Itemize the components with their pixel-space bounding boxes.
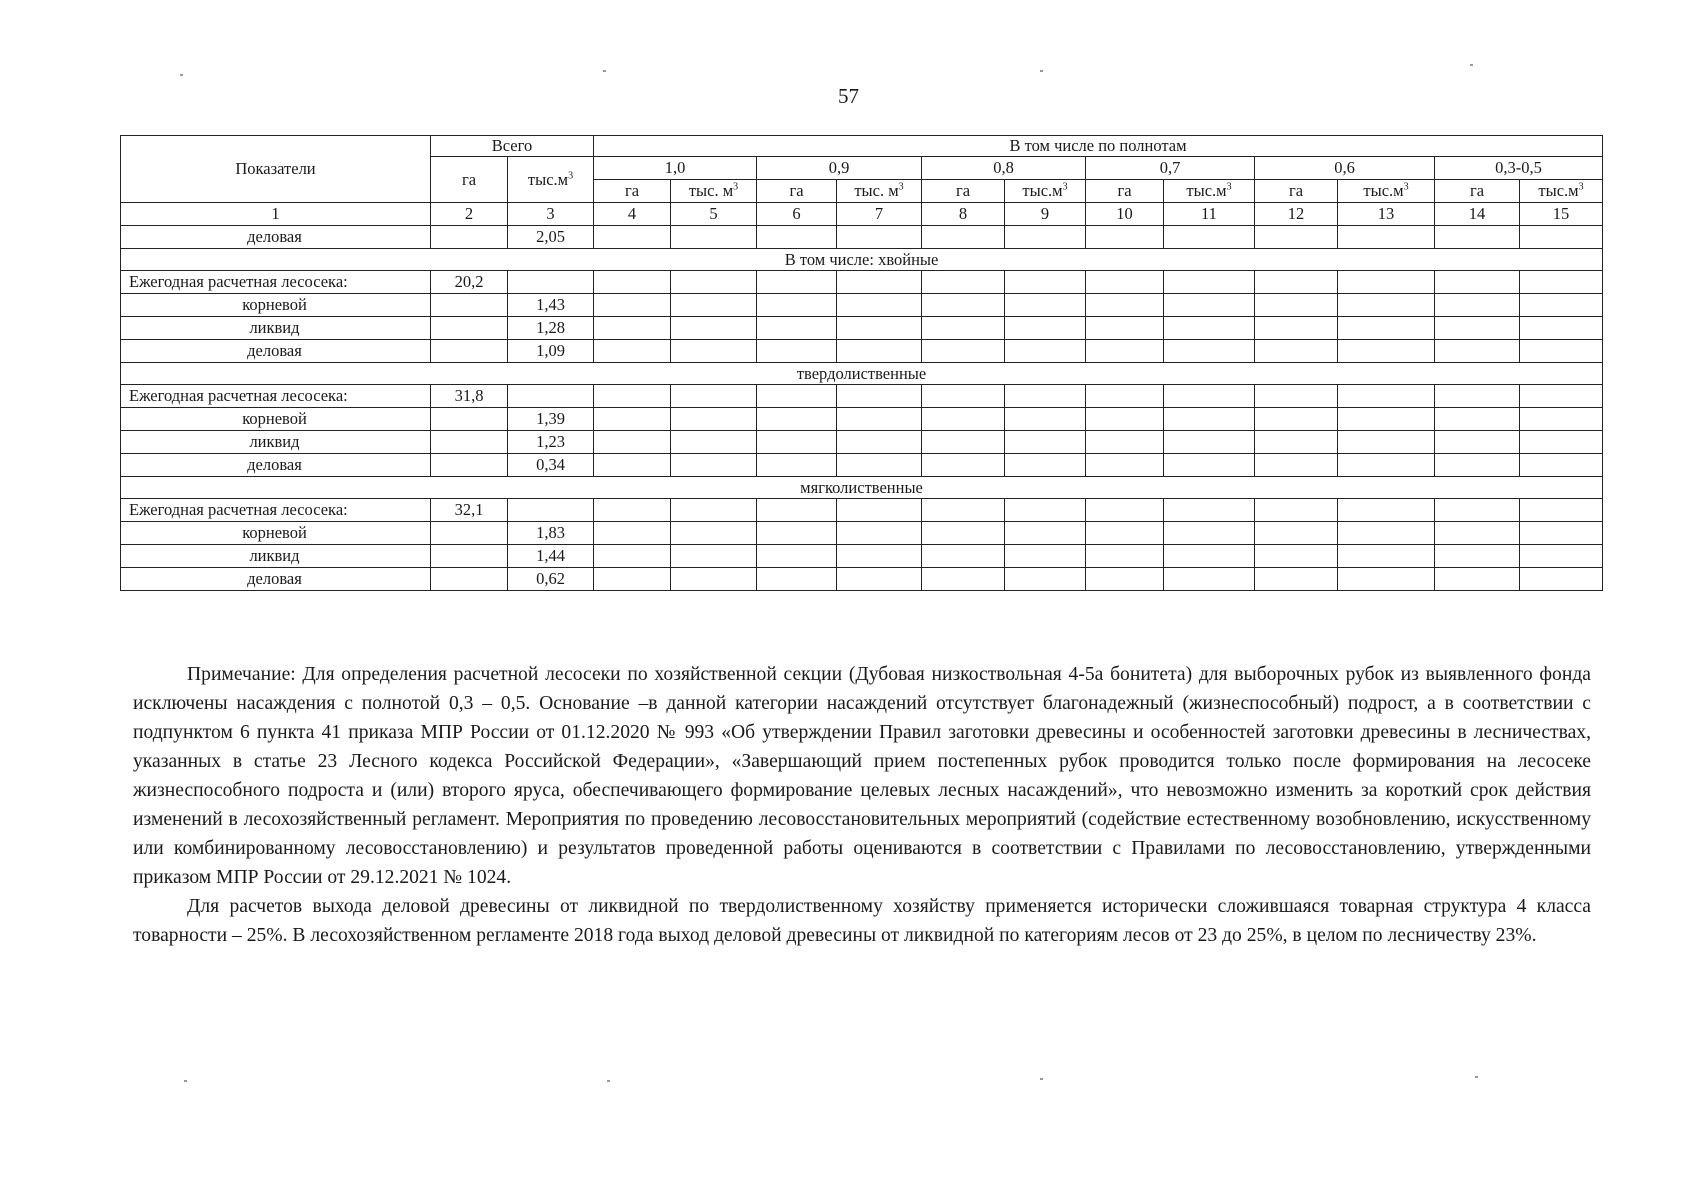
scan-speck xyxy=(1040,70,1043,72)
table-row xyxy=(121,499,1603,522)
cell-empty xyxy=(1005,294,1086,317)
cell-empty xyxy=(1086,499,1164,522)
cell-empty xyxy=(837,499,922,522)
row-label: Ежегодная расчетная лесосека: xyxy=(121,385,431,408)
cell-empty xyxy=(757,454,837,477)
cell-empty xyxy=(757,545,837,568)
cell-empty xyxy=(1338,317,1435,340)
cell-empty xyxy=(1005,454,1086,477)
cell-ha: 31,8 xyxy=(431,385,508,408)
column-number: 5 xyxy=(671,203,757,226)
section-header-row xyxy=(121,363,1603,385)
cell-empty xyxy=(594,545,671,568)
note-text xyxy=(133,660,1591,950)
cell-empty xyxy=(1164,568,1255,591)
cell-vol xyxy=(508,271,594,294)
cell-empty xyxy=(1520,340,1603,363)
cell-empty xyxy=(1164,294,1255,317)
cell-empty xyxy=(1164,545,1255,568)
row-label: ликвид xyxy=(121,317,431,340)
cell-empty xyxy=(594,385,671,408)
cell-empty xyxy=(757,522,837,545)
cell-empty xyxy=(922,271,1005,294)
cell-empty xyxy=(1086,385,1164,408)
cell-empty xyxy=(594,454,671,477)
column-number: 7 xyxy=(837,203,922,226)
section-title: В том числе: хвойные xyxy=(121,249,1603,271)
header-total-vol: $тыс.м^3$ xyxy=(508,157,594,203)
cell-empty xyxy=(1338,545,1435,568)
cell-vol xyxy=(508,499,594,522)
cell-empty xyxy=(922,568,1005,591)
column-number: 14 xyxy=(1435,203,1520,226)
cell-empty xyxy=(1338,499,1435,522)
cell-empty xyxy=(922,545,1005,568)
cell-empty xyxy=(1255,499,1338,522)
cell-empty xyxy=(837,545,922,568)
column-number: 10 xyxy=(1086,203,1164,226)
cell-ha xyxy=(431,317,508,340)
cell-empty xyxy=(922,385,1005,408)
column-number: 4 xyxy=(594,203,671,226)
cell-empty xyxy=(837,522,922,545)
cell-empty xyxy=(757,271,837,294)
cell-empty xyxy=(1086,340,1164,363)
cell-vol: 1,43 xyxy=(508,294,594,317)
cell-empty xyxy=(1086,408,1164,431)
header-density-2: 0,9 xyxy=(757,157,922,180)
cell-empty xyxy=(1164,340,1255,363)
header-density-6: 0,3-0,5 xyxy=(1435,157,1603,180)
cell-empty xyxy=(1255,454,1338,477)
table-body xyxy=(121,226,1603,591)
cell-ha xyxy=(431,545,508,568)
cell-empty xyxy=(1005,340,1086,363)
cell-empty xyxy=(1435,294,1520,317)
table-row xyxy=(121,454,1603,477)
cell-ha xyxy=(431,226,508,249)
cell-empty xyxy=(1005,499,1086,522)
cell-empty xyxy=(594,408,671,431)
unit-ha: га xyxy=(757,180,837,203)
section-header-row xyxy=(121,477,1603,499)
row-label: ликвид xyxy=(121,545,431,568)
cell-empty xyxy=(1255,340,1338,363)
cell-empty xyxy=(671,454,757,477)
cell-empty xyxy=(837,408,922,431)
column-number: 2 xyxy=(431,203,508,226)
header-density-1: 1,0 xyxy=(594,157,757,180)
cell-empty xyxy=(1520,545,1603,568)
page-number: 57 xyxy=(838,84,859,108)
column-number: 11 xyxy=(1164,203,1255,226)
cell-empty xyxy=(1255,568,1338,591)
table-row xyxy=(121,340,1603,363)
cell-empty xyxy=(1435,408,1520,431)
cell-ha xyxy=(431,454,508,477)
unit-vol: $тыс.м^3$ xyxy=(1005,180,1086,203)
column-number: 13 xyxy=(1338,203,1435,226)
scan-speck xyxy=(184,1080,187,1082)
cell-empty xyxy=(1338,385,1435,408)
cell-empty xyxy=(1520,385,1603,408)
column-number: 3 xyxy=(508,203,594,226)
cell-empty xyxy=(1086,545,1164,568)
row-label: деловая xyxy=(121,226,431,249)
cell-empty xyxy=(594,340,671,363)
cell-empty xyxy=(671,499,757,522)
row-label: Ежегодная расчетная лесосека: xyxy=(121,271,431,294)
cell-empty xyxy=(671,271,757,294)
cell-empty xyxy=(922,499,1005,522)
cell-ha xyxy=(431,294,508,317)
cell-empty xyxy=(1164,431,1255,454)
cell-empty xyxy=(1338,340,1435,363)
cell-empty xyxy=(1005,408,1086,431)
table-row xyxy=(121,226,1603,249)
cell-empty xyxy=(757,317,837,340)
scan-speck xyxy=(180,74,183,76)
cell-empty xyxy=(1086,294,1164,317)
header-density-3: 0,8 xyxy=(922,157,1086,180)
note-paragraph-1: Примечание: Для определения расчетной лесосеки по хозяйственной секции (Дубовая низкоствольная 4-5а бонитета) для выборочных рубок из выявленного фонда исключены насаждения с полнотой 0,3 – 0,5. Основание –в данной категории насаждений отсутствует благонадежный (жизнеспособный) подрост, а в соответствии с подпунктом 6 пункта 41 приказа МПР России от 01.12.2020 № 993 «Об утверждении Правил заготовки древесины и особенностей заготовки древесины в лесничествах, указанных в статье 23 Лесного кодекса Российской Федерации», «Завершающий прием постепенных рубок проводится только после формирования на лесосеке жизнеспособного подроста и (или) второго яруса, обеспечивающего формирование целевых лесных насаждений», что невозможно изменить за короткий срок действия изменений в лесохозяйственный регламент. Мероприятия по проведению лесовосстановительных мероприятий (содействие естественному возобновлению, искусственному или комбинированному лесовосстановлению) и результатов проведенной работы оцениваются в соответствии с Правилами по лесовосстановлению, утвержденными приказом МПР России от 29.12.2021 № 1024. xyxy=(133,664,1591,888)
cell-empty xyxy=(757,499,837,522)
section-title: твердолиственные xyxy=(121,363,1603,385)
cell-empty xyxy=(1435,522,1520,545)
table-row xyxy=(121,294,1603,317)
cell-vol: 1,28 xyxy=(508,317,594,340)
scan-speck xyxy=(603,70,606,72)
cell-empty xyxy=(922,454,1005,477)
cell-empty xyxy=(837,317,922,340)
cell-empty xyxy=(757,294,837,317)
cell-empty xyxy=(1338,431,1435,454)
cell-empty xyxy=(1338,454,1435,477)
cell-empty xyxy=(922,431,1005,454)
scan-speck xyxy=(1470,64,1473,66)
cell-empty xyxy=(1520,408,1603,431)
cell-empty xyxy=(837,454,922,477)
cell-vol xyxy=(508,385,594,408)
row-label: ликвид xyxy=(121,431,431,454)
table-row xyxy=(121,568,1603,591)
cell-empty xyxy=(1435,454,1520,477)
scan-speck xyxy=(1040,1078,1043,1080)
cell-empty xyxy=(1005,317,1086,340)
cell-empty xyxy=(837,431,922,454)
column-number: 6 xyxy=(757,203,837,226)
unit-vol: тыс. $м^3$ xyxy=(671,180,757,203)
table-row xyxy=(121,522,1603,545)
unit-vol: $тыс.м^3$ xyxy=(1338,180,1435,203)
cell-empty xyxy=(671,522,757,545)
header-density-4: 0,7 xyxy=(1086,157,1255,180)
cell-empty xyxy=(1164,271,1255,294)
column-number: 1 xyxy=(121,203,431,226)
cell-empty xyxy=(837,271,922,294)
cell-vol: 0,62 xyxy=(508,568,594,591)
cell-empty xyxy=(594,499,671,522)
cell-vol: 1,44 xyxy=(508,545,594,568)
cell-ha: 20,2 xyxy=(431,271,508,294)
cell-empty xyxy=(1005,385,1086,408)
scan-speck xyxy=(1475,1076,1478,1078)
row-label: деловая xyxy=(121,340,431,363)
cell-empty xyxy=(594,294,671,317)
cell-empty xyxy=(922,522,1005,545)
cell-empty xyxy=(671,545,757,568)
cell-empty xyxy=(922,294,1005,317)
cell-empty xyxy=(1255,545,1338,568)
cell-empty xyxy=(1005,431,1086,454)
cell-empty xyxy=(671,431,757,454)
cell-empty xyxy=(1164,522,1255,545)
cell-empty xyxy=(837,568,922,591)
cell-empty xyxy=(1520,431,1603,454)
unit-vol: $тыс.м^3$ xyxy=(1164,180,1255,203)
section-header-row xyxy=(121,249,1603,271)
cell-empty xyxy=(1086,317,1164,340)
cell-empty xyxy=(1255,294,1338,317)
cell-empty xyxy=(922,317,1005,340)
cell-empty xyxy=(1005,522,1086,545)
unit-vol: $тыс.м^3$ xyxy=(1520,180,1603,203)
unit-ha: га xyxy=(922,180,1005,203)
cell-empty xyxy=(671,408,757,431)
table-row xyxy=(121,385,1603,408)
cell-empty xyxy=(1255,431,1338,454)
cell-empty xyxy=(837,385,922,408)
cell-empty xyxy=(1338,408,1435,431)
row-label: корневой xyxy=(121,294,431,317)
table-row xyxy=(121,408,1603,431)
table-row xyxy=(121,431,1603,454)
cell-empty xyxy=(1164,385,1255,408)
cell-vol: 2,05 xyxy=(508,226,594,249)
cell-empty xyxy=(671,340,757,363)
cell-empty xyxy=(837,294,922,317)
unit-ha: га xyxy=(1255,180,1338,203)
cell-empty xyxy=(671,385,757,408)
cell-empty xyxy=(1255,522,1338,545)
row-label: деловая xyxy=(121,454,431,477)
cell-empty xyxy=(1435,568,1520,591)
cell-empty xyxy=(757,340,837,363)
cell-empty xyxy=(757,408,837,431)
cell-vol: 1,09 xyxy=(508,340,594,363)
cell-empty xyxy=(922,408,1005,431)
table-row xyxy=(121,271,1603,294)
cell-vol: 1,39 xyxy=(508,408,594,431)
row-label: корневой xyxy=(121,408,431,431)
cell-vol: 0,34 xyxy=(508,454,594,477)
column-number: 9 xyxy=(1005,203,1086,226)
cell-empty xyxy=(757,431,837,454)
cell-empty xyxy=(1086,454,1164,477)
scan-speck xyxy=(607,1080,610,1082)
cell-empty xyxy=(1005,271,1086,294)
cell-empty xyxy=(1338,294,1435,317)
cell-empty xyxy=(1005,568,1086,591)
cell-empty xyxy=(1338,271,1435,294)
cell-empty xyxy=(1086,271,1164,294)
cell-empty xyxy=(1435,271,1520,294)
cell-ha xyxy=(431,408,508,431)
cell-empty xyxy=(1164,454,1255,477)
cell-empty xyxy=(1005,545,1086,568)
unit-ha: га xyxy=(1086,180,1164,203)
column-number: 8 xyxy=(922,203,1005,226)
allowable-cut-table xyxy=(120,135,1602,591)
cell-ha xyxy=(431,431,508,454)
cell-empty xyxy=(1520,454,1603,477)
column-number: 15 xyxy=(1520,203,1603,226)
cell-vol: 1,23 xyxy=(508,431,594,454)
note-paragraph-2: Для расчетов выхода деловой древесины от ликвидной по твердолиственному хозяйству применяется исторически сложившаяся товарная структура 4 класса товарности – 25%. В лесохозяйственном регламенте 2018 года выход деловой древесины от ликвидной по категориям лесов от 23 до 25%, в целом по лесничеству 23%. xyxy=(133,896,1591,946)
header-total-ha: га xyxy=(431,157,508,203)
cell-empty xyxy=(594,522,671,545)
cell-empty xyxy=(594,317,671,340)
header-total: Всего xyxy=(431,136,594,157)
cell-empty xyxy=(1338,522,1435,545)
unit-ha: га xyxy=(1435,180,1520,203)
cell-empty xyxy=(1435,385,1520,408)
header-indicators: Показатели xyxy=(121,136,431,203)
cell-empty xyxy=(1255,317,1338,340)
cell-empty xyxy=(1255,408,1338,431)
cell-empty xyxy=(1435,340,1520,363)
cell-empty xyxy=(1520,568,1603,591)
cell-empty xyxy=(757,568,837,591)
table-row xyxy=(121,545,1603,568)
cell-empty xyxy=(594,271,671,294)
cell-empty xyxy=(1520,499,1603,522)
cell-empty xyxy=(1086,431,1164,454)
cell-empty xyxy=(1520,317,1603,340)
cell-empty xyxy=(1435,431,1520,454)
row-label: Ежегодная расчетная лесосека: xyxy=(121,499,431,522)
cell-empty xyxy=(1435,545,1520,568)
header-by-density: В том числе по полнотам xyxy=(594,136,1603,157)
cell-ha xyxy=(431,340,508,363)
row-label: корневой xyxy=(121,522,431,545)
cell-ha xyxy=(431,568,508,591)
cell-empty xyxy=(1164,317,1255,340)
table-row xyxy=(121,317,1603,340)
cell-empty xyxy=(1520,271,1603,294)
cell-empty xyxy=(1338,568,1435,591)
cell-empty xyxy=(1086,522,1164,545)
cell-empty xyxy=(922,340,1005,363)
cell-empty xyxy=(1520,294,1603,317)
cell-empty xyxy=(837,340,922,363)
column-number: 12 xyxy=(1255,203,1338,226)
cell-empty xyxy=(671,294,757,317)
section-title: мягколиственные xyxy=(121,477,1603,499)
cell-empty xyxy=(594,431,671,454)
cell-empty xyxy=(1086,568,1164,591)
cell-empty xyxy=(1435,317,1520,340)
cell-empty xyxy=(1164,499,1255,522)
cell-empty xyxy=(1164,408,1255,431)
cell-empty xyxy=(1255,271,1338,294)
cell-ha xyxy=(431,522,508,545)
unit-ha: га xyxy=(594,180,671,203)
cell-empty xyxy=(1255,385,1338,408)
cell-empty xyxy=(671,317,757,340)
cell-empty xyxy=(1435,499,1520,522)
cell-empty xyxy=(757,385,837,408)
cell-empty xyxy=(671,568,757,591)
cell-vol: 1,83 xyxy=(508,522,594,545)
header-density-5: 0,6 xyxy=(1255,157,1435,180)
cell-ha: 32,1 xyxy=(431,499,508,522)
cell-empty xyxy=(1520,522,1603,545)
unit-vol: тыс. $м^3$ xyxy=(837,180,922,203)
cell-empty xyxy=(594,568,671,591)
row-label: деловая xyxy=(121,568,431,591)
